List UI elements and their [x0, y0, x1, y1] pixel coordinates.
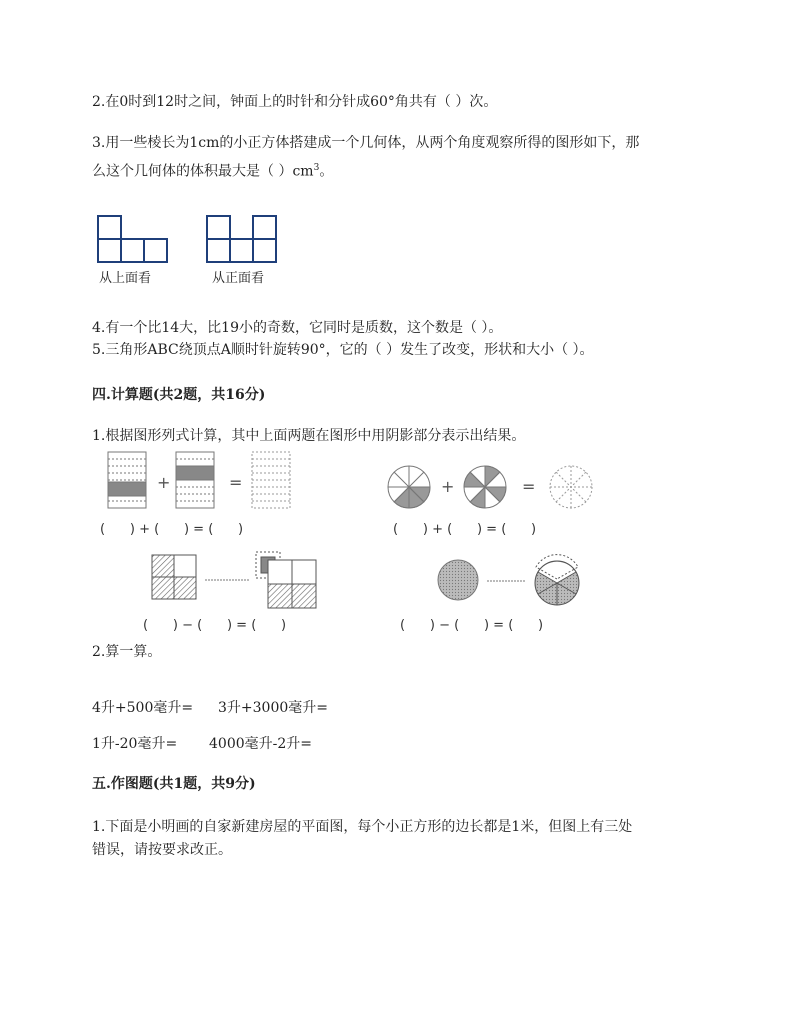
connector-line-1 — [205, 578, 250, 582]
calc-item-2a: 1升-20毫升= — [92, 736, 178, 752]
circle-figure-5 — [530, 553, 586, 609]
expression-circles-add: ( ) + ( ) = ( ) — [393, 522, 537, 537]
plus-sign-1: + — [157, 473, 171, 492]
front-view-figure — [205, 215, 281, 265]
expression-strips-add: ( ) + ( ) = ( ) — [100, 522, 244, 537]
section-4-question-2: 2.算一算。 — [92, 644, 162, 660]
circle-figure-4 — [436, 558, 482, 604]
equals-sign-1: = — [229, 473, 243, 492]
top-view-label: 从上面看 — [99, 271, 152, 286]
question-2: 2.在0时到12时之间，钟面上的时针和分针成60°角共有（ ）次。 — [92, 94, 498, 110]
top-view-figure — [96, 215, 172, 265]
question-5: 5.三角形ABC绕顶点A顺时针旋转90°，它的（ ）发生了改变，形状和大小（ ）。 — [92, 342, 594, 358]
strip-figure-1 — [108, 452, 148, 512]
front-view-label: 从正面看 — [212, 271, 265, 286]
strip-figure-2 — [176, 452, 216, 512]
question-4: 4.有一个比14大，比19小的奇数，它同时是质数，这个数是（ ）。 — [92, 320, 503, 336]
square-figure-1 — [150, 553, 200, 603]
circle-figure-3 — [548, 464, 596, 512]
calc-item-2b: 4000毫升-2升= — [209, 736, 312, 752]
plus-sign-2: + — [441, 477, 455, 496]
question-3-line1: 3.用一些棱长为1cm的小正方体搭建成一个几何体，从两个角度观察所得的图形如下，那 — [92, 135, 640, 151]
square-figure-2 — [254, 550, 320, 610]
cube-superscript: 3 — [313, 163, 320, 173]
expression-circles-sub: ( ) − ( ) = ( ) — [400, 618, 544, 633]
circle-figure-2 — [462, 464, 510, 512]
connector-line-2 — [487, 579, 527, 583]
section-5-question-1-line2: 错误，请按要求改正。 — [92, 842, 232, 858]
question-3-line2: 么这个几何体的体积最大是（ ）$cm^3$。 — [92, 163, 334, 180]
expression-squares-sub: ( ) − ( ) = ( ) — [143, 618, 287, 633]
calc-item-1b: 3升+3000毫升= — [218, 700, 328, 716]
section-5-title: 五.作图题(共1题，共9分) — [92, 776, 256, 792]
strip-figure-3 — [252, 452, 292, 512]
section-4-title: 四.计算题(共2题，共16分) — [92, 387, 266, 403]
calc-item-1a: 4升+500毫升= — [92, 700, 194, 716]
section-4-question-1: 1.根据图形列式计算，其中上面两题在图形中用阴影部分表示出结果。 — [92, 428, 526, 444]
equals-sign-2: = — [522, 477, 536, 496]
section-5-question-1-line1: 1.下面是小明画的自家新建房屋的平面图，每个小正方形的边长都是1米，但图上有三处 — [92, 819, 633, 835]
circle-figure-1 — [386, 464, 434, 512]
